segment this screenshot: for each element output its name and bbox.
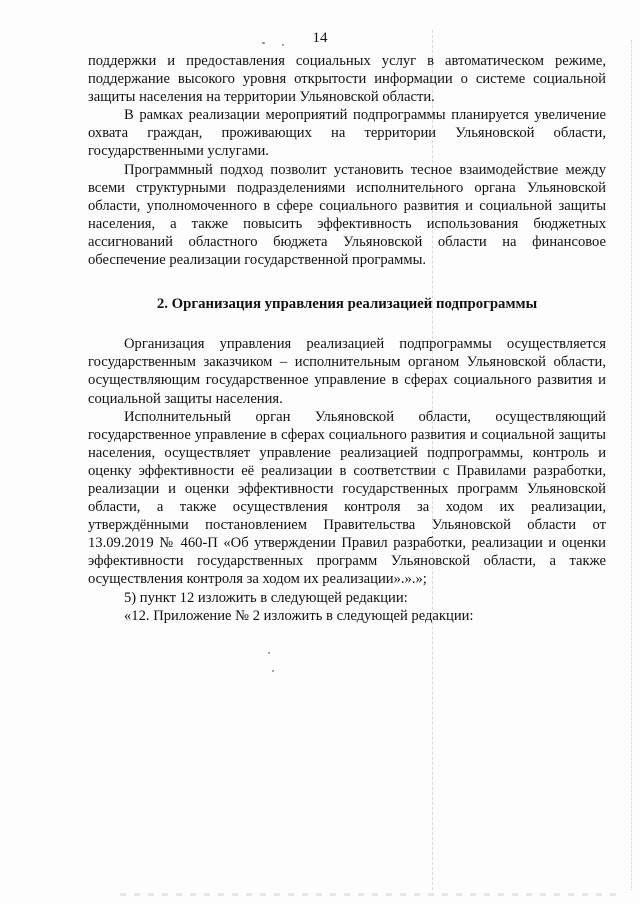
scan-artifact-edge: [631, 40, 632, 890]
paragraph-continuation: поддержки и предоставления социальных услуг в автоматическом режиме, поддержание высокого уровня открытости информации о системе социальной защиты населения на территории Ульяновской области.: [88, 53, 606, 106]
scan-artifact-bottom: [120, 893, 620, 896]
paragraph: Организация управления реализацией подпрограммы осуществляется государственным заказчиком – исполнительным органом Ульяновской области, осуществляющим государственное управление в сферах социального развития и социальной защиты населения.: [88, 336, 606, 407]
paragraph: 5) пункт 12 изложить в следующей редакции:: [124, 589, 408, 606]
document-body: [88, 52, 606, 625]
section-heading: 2. Организация управления реализацией подпрограммы: [156, 296, 538, 313]
page-number: 14: [312, 30, 328, 46]
scan-speck: [272, 670, 274, 672]
paragraph: Исполнительный орган Ульяновской области, осуществляющий государственное управление в сферах социального развития и социальной защиты населения, осуществляет управление реализацией подпрограммы, контроль и оценку эффективности её реализации в соответствии с Правилами разработки, реализации и оценки эффективности государственных программ Ульяновской области, а также осуществления контроля за ходом их реализации, утверждёнными постановлением Правительства Ульяновской области от 13.09.2019 № 460-П «Об утверждении Правил разработки, реализации и оценки эффективности государственных программ Ульяновской области, а также осуществления контроля за ходом их реализации».».»;: [88, 408, 606, 588]
paragraph: «12. Приложение № 2 изложить в следующей редакции:: [124, 607, 474, 624]
scan-speck: [268, 652, 270, 654]
paragraph: В рамках реализации мероприятий подпрограммы планируется увеличение охвата граждан, проживающих на территории Ульяновской области, государственными услугами.: [88, 107, 606, 160]
paragraph: Программный подход позволит установить тесное взаимодействие между всеми структурными подразделениями исполнительного органа Ульяновской области, уполномоченного в сфере социального развития и социальной защиты населения, а также повысить эффективность использования бюджетных ассигнований областного бюджета Ульяновской области на финансовое обеспечение реализации государственной программы.: [88, 161, 606, 269]
